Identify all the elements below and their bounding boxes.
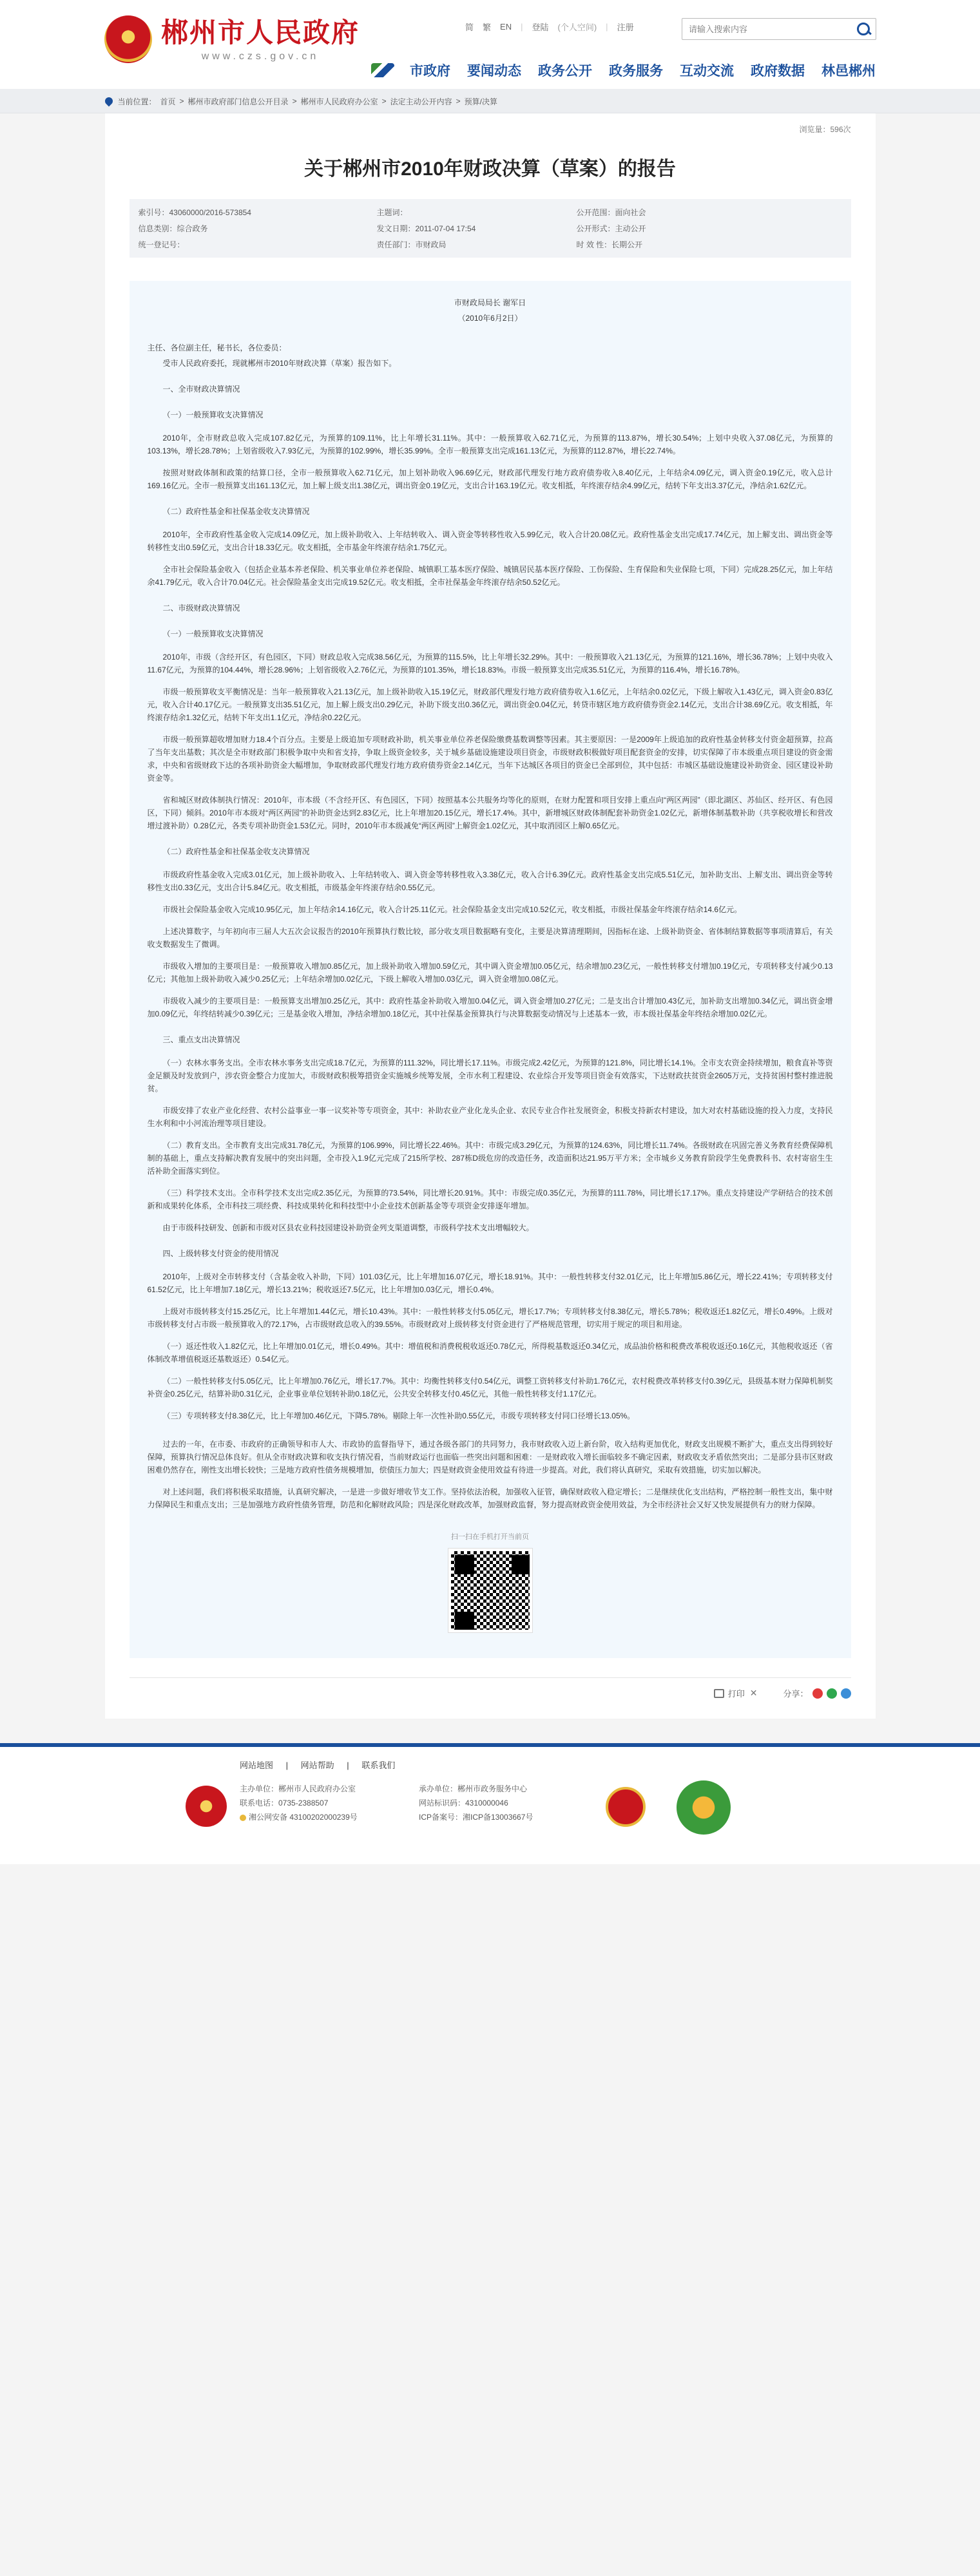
divider: |	[347, 1760, 349, 1770]
register-link[interactable]: 注册	[617, 23, 634, 32]
nav-item-linyi-chenzhou[interactable]: 林邑郴州	[821, 64, 876, 79]
breadcrumb-home[interactable]: 首页	[160, 97, 176, 106]
paragraph: 上级对市级转移支付15.25亿元，比上年增加1.44亿元，增长10.43%。其中：一般性转移支付5.05亿元，增长17.7%；专项转移支付8.38亿元，增长5.78%；税收返还1.82亿元，增长0.49%。上级对市级转移支付占市级一般预算收入的72.17%，占市级财政总收入的39.55%。市级财政对上级转移支付资金进行了严格规范管理，切实用于规定的项目和用途。	[147, 1307, 833, 1329]
party-gov-site-badge-icon[interactable]	[606, 1787, 646, 1827]
paragraph: 上述决算数字，与年初向市三届人大五次会议报告的2010年预算执行数比较，部分收支项目数据略有变化，主要是决算清理期间，因指标在途、上级补助资金、省体制结算数据等事项清算后，有关收支数据发生了微调。	[147, 927, 833, 949]
wechat-share-icon[interactable]	[827, 1688, 837, 1699]
paragraph: 市级收入增加的主要项目是：一般预算收入增加0.85亿元，加上级补助收入增加0.59亿元，其中调入资金增加0.05亿元，结余增加0.23亿元，一般性转移支付增加0.19亿元，专项转移支付减少0.13亿元；其他加上级补助收入减少0.25亿元；上年结余增加0.02亿元，下级上解收入增加0.03亿元，调入资金增加0.08亿元。	[147, 962, 833, 984]
share-label: 分享：	[783, 1689, 809, 1699]
breadcrumb-statutory[interactable]: 法定主动公开内容	[390, 97, 452, 106]
police-record-text: 湘公网安备 43100202000239号	[249, 1813, 358, 1822]
paragraph: 市级社会保险基金收入完成10.95亿元，加上年结余14.16亿元，收入合计25.11亿元。社会保险基金支出完成10.52亿元，收支相抵，市级社保基金年终滚存结余14.6亿元。	[162, 905, 742, 914]
paragraph: 市级一般预算超收增加财力18.4个百分点。主要是上级追加专项财政补助，机关事业单位养老保险缴费基数调整等因素。其主要原因：一是2009年上级追加的政府性基金转移支付资金超预算，拉高了当年支出基数；其次是全市财政部门积极争取中央和省支持，争取上级资金较多，关于城乡基础设施建设项目资金，市级财政积极做好项目配套资金的安排，切实保障了市本级重点项目建设的资金需求，中央和省级财政下达的各项补助资金大幅增加，争取财政部代理发行地方政府债券资金2.14亿元，当年下达城区各项目的资金已全部到位，其中包括：市城区基础设施建设补助资金、园区建设补助资金等。	[147, 735, 833, 783]
search-box	[682, 18, 876, 40]
paragraph: 2010年，全市财政总收入完成107.82亿元，为预算的109.11%，比上年增长31.11%。其中：一般预算收入62.71亿元，为预算的113.87%，增长30.54%；上划中央收入37.08亿元，为预算的103.13%，增长28.78%；上划省级收入7.93亿元，为预算的102.99%，增长35.99%。全市一般预算支出完成161.13亿元，为预算的112.87%，增长22.74%。	[147, 434, 833, 455]
breadcrumb-catalog[interactable]: 郴州市政府部门信息公开目录	[187, 97, 289, 106]
meta-index-number: 索引号：43060000/2016-573854	[138, 208, 251, 217]
top-links	[465, 21, 643, 33]
paragraph: 市级一般预算收支平衡情况是：当年一般预算收入21.13亿元，加上级补助收入15.19亿元，财政部代理发行地方政府债券收入1.6亿元，上年结余0.02亿元，下级上解收入1.43亿元，调入资金0.83亿元，收入合计40.17亿元。一般预算支出35.51亿元，加上解上级支出0.29亿元，补助下级支出0.36亿元，调出资金0.04亿元，转贷市辖区地方政府债券资金2.14亿元，支出合计38.69亿元。收支相抵，年终滚存结余1.32亿元，结转下年支出1.1亿元，净结余0.22亿元。	[147, 687, 833, 722]
breadcrumb-office[interactable]: 郴州市人民政府办公室	[300, 97, 378, 106]
organizer: 承办单位：郴州市政务服务中心	[419, 1784, 528, 1793]
paragraph: 2010年，上级对全市转移支付（含基金收入补助，下同）101.03亿元，比上年增加16.07亿元，增长18.91%。其中：一般性转移支付32.01亿元，比上年增加5.86亿元，增长22.41%；专项转移支付61.52亿元，比上年增加7.18亿元，增长13.21%；税收返还7.5亿元，比上年增加0.03亿元，增长0.4%。	[147, 1272, 833, 1294]
meta-form: 公开形式：主动公开	[576, 224, 646, 233]
section-heading: 三、重点支出决算情况	[162, 1035, 240, 1044]
nav-item-city-government[interactable]: 市政府	[410, 64, 450, 79]
paragraph: （二）教育支出。全市教育支出完成31.78亿元，为预算的106.99%，同比增长22.46%。其中：市级完成3.29亿元，为预算的124.63%，同比增长11.74%。各级财政在巩固完善义务教育经费保障机制的基础上，重点支持解决教育发展中的突出问题，全市投入1.9亿元完成了215所学校、287栋D级危房的改造任务，改造面积达21.95万平方米；全市城乡义务教育阶段学生免费教科书、农村寄宿生生活补助全面落实到位。	[147, 1141, 833, 1176]
paragraph: 市级政府性基金收入完成3.01亿元，加上级补助收入、上年结转收入、调入资金等转移性收入3.38亿元，收入合计6.39亿元。政府性基金支出完成5.51亿元，加补助支出、上解支出、调出资金等转移性支出0.33亿元，支出合计5.84亿元。收支相抵，市级基金年终滚存结余0.55亿元。	[147, 870, 833, 892]
meta-category: 信息类别：综合政务	[138, 224, 208, 233]
paragraph: （三）科学技术支出。全市科学技术支出完成2.35亿元，为预算的73.54%，同比增长20.91%。其中：市级完成0.35亿元，为预算的111.78%，同比增长17.17%。重点支持建设产学研结合的技术创新和成果转化体系，全市科技三项经费、科技成果转化和科技型中小企业技术创新基金等专项资金安排逐年增加。	[147, 1188, 833, 1210]
sponsor: 主办单位：郴州市人民政府办公室	[240, 1784, 356, 1793]
sitemap-link[interactable]: 网站地图	[240, 1760, 274, 1770]
paragraph: （三）专项转移支付8.38亿元，比上年增加0.46亿元，下降5.78%。剔除上年一次性补助0.55亿元，市级专项转移支付同口径增长13.05%。	[162, 1411, 635, 1420]
print-button[interactable]: 打印	[727, 1689, 745, 1699]
subsection-heading: （二）政府性基金和社保基金收支决算情况	[162, 847, 310, 856]
doc-signer: 市财政局局长 谢军日	[454, 298, 526, 307]
article-meta	[130, 199, 851, 258]
police-badge-icon	[240, 1815, 246, 1821]
location-pin-icon	[103, 96, 114, 107]
divider: |	[606, 22, 608, 32]
meta-keywords: 主题词：	[376, 208, 408, 217]
logo-text	[161, 16, 360, 62]
divider: |	[285, 1760, 289, 1770]
subsection-heading: （一）一般预算收支决算情况	[162, 410, 264, 419]
subsection-heading: （一）一般预算收支决算情况	[162, 629, 264, 638]
site-footer	[0, 1747, 980, 1864]
divider: |	[521, 22, 523, 32]
login-link[interactable]: 登陆	[532, 23, 549, 32]
paragraph: 过去的一年，在市委、市政府的正确领导和市人大、市政协的监督指导下，通过各级各部门的共同努力，我市财政收入迈上新台阶，收入结构更加优化，财政支出规模不断扩大，重点支出得到较好保障，预算执行情况总体良好。但从全市财政决算和收支执行情况看，当前财政运行也面临一些突出问题和困难：一是财政收入增长面临较多不确定因素，财政收支矛盾依然突出；二是部分县市区财政困难仍然存在，刚性支出增长较快；三是地方政府性债务规模增加，偿债压力加大；四是财政资金使用效益有待进一步提高。对此，我们将认真研究，采取有效措施，切实加以解决。	[147, 1440, 833, 1474]
breadcrumb-separator: >	[456, 97, 461, 106]
nav-item-interaction[interactable]: 互动交流	[680, 64, 734, 79]
weibo-share-icon[interactable]	[812, 1688, 823, 1699]
breadcrumb	[105, 89, 876, 113]
article-title: 关于郴州市2010年财政决算（草案）的报告	[304, 158, 676, 180]
meta-validity: 时 效 性：长期公开	[576, 240, 643, 249]
section-heading: 二、市级财政决算情况	[162, 604, 240, 613]
nav-item-government-data[interactable]: 政府数据	[751, 64, 805, 79]
footer-info-2	[419, 1782, 533, 1824]
meta-date: 发文日期：2011-07-04 17:54	[376, 224, 476, 233]
traditional-chinese-link[interactable]: 繁	[483, 23, 492, 32]
breadcrumb-separator: >	[179, 97, 184, 106]
paragraph: 对上述问题，我们将积极采取措施，认真研究解决，一是进一步做好增收节支工作。坚持依法治税，加强收入征管，确保财政收入稳定增长；二是继续优化支出结构，严格控制一般性支出，集中财力保障民生和重点支出；三是加强地方政府性债务管理，防范和化解财政风险；四是深化财政改革，加强财政监督，努力提高财政资金使用效益，为全市经济社会又好又快发展提供有力的财力保障。	[147, 1487, 833, 1509]
search-input[interactable]	[682, 19, 855, 39]
paragraph: 由于市级科技研发、创新和市级对区县农业科技园建设补助资金列支渠道调整，市级科学技术支出增幅较大。	[162, 1223, 534, 1232]
help-link[interactable]: 网站帮助	[300, 1760, 334, 1770]
police-record[interactable]	[240, 1810, 358, 1824]
site-logo[interactable]	[104, 15, 360, 63]
simplified-chinese-link[interactable]: 简	[465, 23, 474, 32]
breadcrumb-label: 当前位置：	[117, 97, 157, 106]
nav-item-open-government[interactable]: 政务公开	[538, 64, 592, 79]
phone: 联系电话：0735-2388507	[240, 1798, 329, 1808]
paragraph: （一）农林水事务支出。全市农林水事务支出完成18.7亿元，为预算的111.32%，同比增长17.11%。市级完成2.42亿元，为预算的121.8%，同比增长14.1%。全市支农资金持续增加，粮食直补等资金足额及时发放到户，涉农资金整合力度加大，市级财政积极筹措资金实施城乡统筹发展，全市水利工程建设、农业综合开发等项目资金有效落实，下达财政扶贫资金2605万元，支持贫困村整村推进脱贫。	[147, 1058, 833, 1093]
paragraph: 2010年，全市政府性基金收入完成14.09亿元，加上级补助收入、上年结转收入、调入资金等转移性收入5.99亿元，收入合计20.08亿元。政府性基金支出完成17.74亿元，加上解支出、调出资金等转移性支出0.59亿元，支出合计18.33亿元。收支相抵，全市基金年终滚存结余1.75亿元。	[147, 530, 833, 552]
paragraph: 全市社会保险基金收入（包括企业基本养老保险、机关事业单位养老保险、城镇职工基本医疗保险、城镇居民基本医疗保险、工伤保险、生育保险和失业保险七项，下同）完成28.25亿元，加上年结余41.79亿元，收入合计70.04亿元。社会保险基金支出完成19.52亿元。收支相抵，全市社保基金年终滚存结余50.52亿元。	[147, 565, 833, 587]
breadcrumb-budget[interactable]: 预算/决算	[464, 97, 497, 106]
search-icon[interactable]	[855, 21, 872, 37]
paragraph: （一）返还性收入1.82亿元，比上年增加0.01亿元，增长0.49%。其中：增值税和消费税税收返还0.78亿元，所得税基数返还0.34亿元，成品油价格和税费改革税收返还0.16亿元，其他税收返还（省体制改革增值税返还基数返还）0.54亿元。	[147, 1342, 833, 1364]
meta-registration: 统一登记号：	[138, 240, 185, 249]
meta-scope: 公开范围：面向社会	[576, 208, 646, 217]
contact-link[interactable]: 联系我们	[361, 1760, 396, 1770]
article-container	[105, 113, 876, 1719]
qr-code-icon	[448, 1549, 532, 1632]
paragraph: 2010年，市级（含经开区，有色园区，下同）财政总收入完成38.56亿元，为预算的115.5%，比上年增长32.29%。其中：一般预算收入21.13亿元，为预算的121.16%，增长36.78%；上划中央收入11.67亿元，为预算的104.44%，增长28.96%；上划省级收入2.76亿元，为预算的101.35%，增长18.83%。市级一般预算支出完成35.51亿元，为预算的116.4%，增长16.78%。	[147, 653, 833, 674]
doc-intro: 受市人民政府委托，现就郴州市2010年财政决算（草案）报告如下。	[162, 359, 397, 368]
footer-emblem-icon	[186, 1786, 227, 1827]
english-link[interactable]: EN	[500, 22, 512, 32]
qr-label: 扫一扫在手机打开当前页	[451, 1533, 529, 1541]
breadcrumb-separator: >	[292, 97, 297, 106]
paragraph: 按照对财政体制和政策的结算口径，全市一般预算收入62.71亿元，加上划补助收入96.69亿元，财政部代理发行地方政府债券收入8.40亿元，上年结余4.09亿元，调入资金0.19亿元，收入总计169.16亿元。全市一般预算支出161.13亿元，加上解上级支出1.38亿元，调出资金0.19亿元，支出合计163.19亿元。收支相抵，年终滚存结余4.99亿元，结转下年支出3.37亿元，净结余1.62亿元。	[147, 468, 833, 490]
nav-item-news[interactable]: 要闻动态	[467, 64, 521, 79]
nav-item-services[interactable]: 政务服务	[609, 64, 663, 79]
doc-date: （2010年6月2日）	[457, 314, 523, 323]
site-header	[0, 0, 980, 89]
breadcrumb-separator: >	[381, 97, 387, 106]
footer-links	[240, 1759, 405, 1771]
paragraph: 市级安排了农业产业化经营、农村公益事业一事一议奖补等专项资金，其中：补助农业产业化龙头企业、农民专业合作社发展资金，积极支持新农村建设，加大对农村基础设施的投入力度，支持民生水利和中小河流治理等项目建设。	[147, 1106, 833, 1128]
view-count: 浏览量：596次	[799, 125, 851, 134]
footer-info	[240, 1782, 358, 1824]
personal-space-link[interactable]: (个人空间)	[557, 23, 597, 32]
paragraph: 市级收入减少的主要项目是：一般预算支出增加0.25亿元，其中：政府性基金补助收入增加0.04亿元，调入资金增加0.27亿元；二是支出合计增加0.43亿元，加补助支出增加0.34亿元，调出资金增加0.09亿元，年终结转减少0.39亿元；三是基金收入增加，净结余增加0.18亿元，其中社保基金预算执行与决算数据变动情况与上述基本一致，市本级社保基金年终结余增加0.02亿元。	[147, 997, 833, 1018]
main-nav	[369, 59, 876, 81]
print-icon[interactable]	[714, 1689, 724, 1698]
doc-greeting: 主任、各位副主任，秘书长，各位委员：	[147, 343, 287, 352]
paragraph: （二）一般性转移支付5.05亿元，比上年增加0.76亿元，增长17.7%。其中：均衡性转移支付0.54亿元，调整工资转移支付补助1.76亿元，农村税费改革转移支付0.39亿元，县级基本财力保障机制奖补资金0.25亿元，结算补助0.31亿元，企业事业单位划转补助0.18亿元，公共安全转移支付0.45亿元，其他一般性转移支付1.17亿元。	[147, 1377, 833, 1398]
article-body	[130, 281, 851, 1658]
site-code: 网站标识码：4310000046	[419, 1798, 508, 1808]
accessibility-badge-icon[interactable]	[677, 1780, 731, 1835]
close-icon[interactable]: ✕	[749, 1688, 758, 1698]
icp-record[interactable]: ICP备案号：湘ICP备13003667号	[419, 1813, 533, 1822]
site-domain: www.czs.gov.cn	[201, 51, 320, 62]
paragraph: 省和城区财政体制执行情况：2010年，市本级（不含经开区、有色园区，下同）按照基本公共服务均等化的原则，在财力配置和项目安排上重点向“两区两园”（即北湖区、苏仙区、经开区、有色园区，下同）倾斜。2010年市本级对“两区两园”的补助资金达到2.83亿元，比上年增加20.15亿元，增长17.4%。其中，新增城区财政体制配套补助资金1.02亿元，新增体制基数补助（共享税收增长和营改增过渡补助）0.28亿元，各类专项补助资金1.53亿元。同时，2010年市本级减免“两区两园”上解资金1.02亿元，其中取消园区上解0.65亿元。	[147, 796, 833, 830]
section-heading: 四、上级转移支付资金的使用情况	[162, 1249, 279, 1258]
site-name: 郴州市人民政府	[161, 17, 360, 48]
subsection-heading: （二）政府性基金和社保基金收支决算情况	[162, 507, 310, 516]
section-heading: 一、全市财政决算情况	[162, 385, 240, 394]
meta-department: 责任部门：市财政局	[376, 240, 447, 249]
article-tools	[130, 1677, 851, 1699]
qzone-share-icon[interactable]	[841, 1688, 851, 1699]
qr-block	[148, 1531, 833, 1632]
breadcrumb-bar	[0, 89, 980, 113]
home-icon[interactable]	[369, 59, 402, 81]
national-emblem-icon	[104, 15, 152, 63]
